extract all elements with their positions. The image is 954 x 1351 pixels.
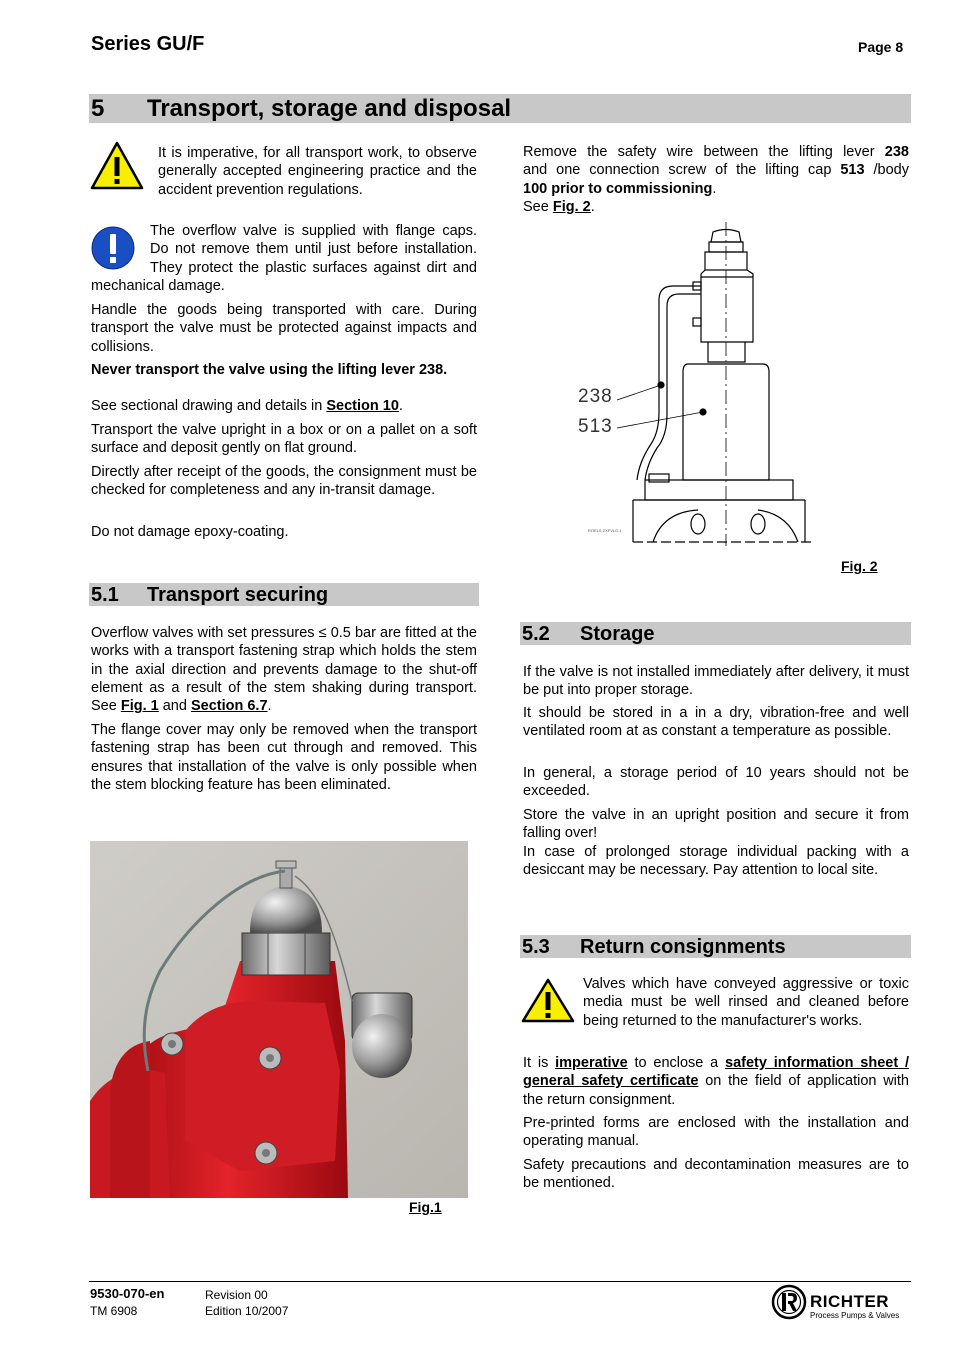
section-10-link[interactable]: Section 10 bbox=[326, 398, 399, 414]
storage-p4: Store the valve in an upright position and secure it from falling over! bbox=[523, 807, 909, 842]
section-5-number: 5 bbox=[91, 95, 105, 122]
fig-2-caption: Fig. 2 bbox=[841, 558, 878, 574]
flange-cover-text: The flange cover may only be removed when the transport fastening strap has been cut through and removed. This ensures that installation of the valve is only possible when the stem blocking feature has been eliminated. bbox=[91, 722, 477, 793]
section-6-7-link[interactable]: Section 6.7 bbox=[190, 698, 268, 715]
see-sectional-text: See sectional drawing and details in Section 10. bbox=[91, 398, 403, 414]
footer-rule bbox=[89, 1281, 911, 1282]
imperative-link[interactable]: imperative bbox=[555, 1055, 628, 1071]
valve-technical-drawing bbox=[573, 222, 813, 546]
section-5-title: Transport, storage and disposal bbox=[147, 95, 512, 122]
storage-p2: It should be stored in a in a dry, vibration-free and well ventilated room at as constant a temperature as possible. bbox=[523, 705, 909, 740]
section-5-heading bbox=[89, 94, 911, 123]
brand-subtitle: Process Pumps & Valves bbox=[810, 1311, 900, 1320]
fig-2-label-238: 238 bbox=[578, 386, 613, 407]
return-warning-text: Valves which have conveyed aggressive or toxic media must be well rinsed and cleaned before being returned to the manufacturer's works. bbox=[583, 976, 909, 1029]
handle-goods-text: Handle the goods being transported with care. During transport the valve must be protected against impacts and collisions. bbox=[91, 302, 477, 355]
remove-safety-wire-text: Remove the safety wire between the lifting lever 238 and one connection screw of the lifting cap 513 /body 100 prior to commissioning. See Fig. 2. bbox=[523, 144, 909, 215]
tm-number: TM 6908 bbox=[90, 1304, 138, 1318]
brand-name: RICHTER bbox=[810, 1292, 890, 1311]
fig-1-link[interactable]: Fig. 1 bbox=[120, 698, 159, 715]
receipt-check-text: Directly after receipt of the goods, the consignment must be checked for completeness and any in-transit damage. bbox=[91, 464, 477, 499]
section-5-2-heading: 5.2 Storage bbox=[520, 622, 911, 645]
page-number: Page 8 bbox=[858, 39, 904, 55]
safety-certificate-link[interactable]: safety information sheet / general safety certificate bbox=[523, 1055, 909, 1090]
richter-logo-icon bbox=[771, 1284, 807, 1320]
return-precautions-text: Safety precautions and decontamination measures are to be mentioned. bbox=[523, 1157, 909, 1192]
return-certificate-text: It is imperative to enclose a safety information sheet / general safety certificate on the field of application with the return consignment. bbox=[523, 1055, 910, 1108]
revision: Revision 00 bbox=[205, 1288, 268, 1302]
storage-p3: In general, a storage period of 10 years should not be exceeded. bbox=[523, 765, 909, 800]
never-transport-text: Never transport the valve using the lifting lever 238. bbox=[91, 362, 448, 378]
notice-flange-caps-text: The overflow valve is supplied with flange caps. Do not remove them until just before installation. They protect the plastic surfaces against dirt and mechanical damage. bbox=[91, 223, 477, 294]
return-forms-text: Pre-printed forms are enclosed with the installation and operating manual. bbox=[523, 1115, 909, 1150]
storage-p5: In case of prolonged storage individual packing with a desiccant may be necessary. Pay attention to local site. bbox=[523, 844, 909, 879]
transport-upright-text: Transport the valve upright in a box or on a pallet on a soft surface and deposit gently on flat ground. bbox=[91, 422, 477, 457]
epoxy-coating-text: Do not damage epoxy-coating. bbox=[91, 524, 289, 540]
fig-1-caption: Fig.1 bbox=[409, 1199, 442, 1215]
transport-strap-text: Overflow valves with set pressures ≤ 0.5 bar are fitted at the works with a transport fastening strap which holds the stem in the axial direction and prevents damage to the shut-off element as a result of the stem shaking during transport. See Fig. 1 and Section 6.7. bbox=[91, 625, 477, 715]
section-5-1-heading: 5.1 Transport securing bbox=[89, 583, 479, 606]
fig-2-drawing-ref: ROELS.ZXFVLG.1 bbox=[588, 528, 622, 533]
valve-photo bbox=[90, 841, 468, 1198]
doc-number: 9530-070-en bbox=[90, 1286, 165, 1301]
fig-2-link[interactable]: Fig. 2 bbox=[552, 198, 591, 215]
edition: Edition 10/2007 bbox=[205, 1304, 289, 1318]
fig-2-label-513: 513 bbox=[578, 416, 613, 437]
series-title: Series GU/F bbox=[91, 33, 205, 55]
section-5-3-heading: 5.3 Return consignments bbox=[520, 935, 911, 958]
storage-p1: If the valve is not installed immediately after delivery, it must be put into proper storage. bbox=[523, 664, 909, 699]
warning-transport-text: It is imperative, for all transport work, to observe generally accepted engineering practice and the accident prevention regulations. bbox=[158, 145, 477, 198]
